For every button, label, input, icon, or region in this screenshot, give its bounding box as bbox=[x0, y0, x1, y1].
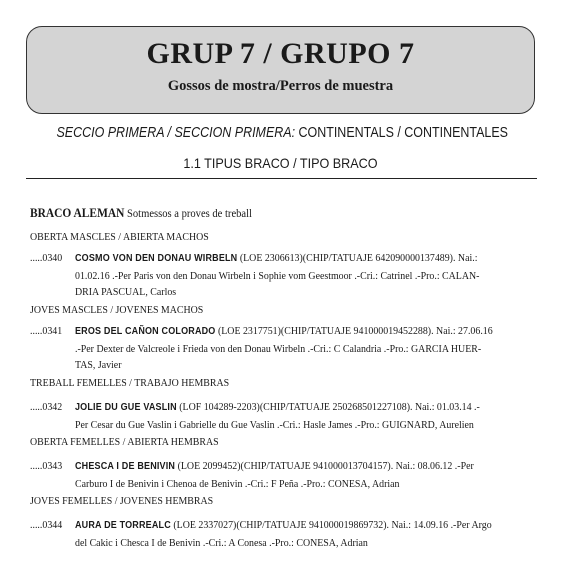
entry-line bbox=[30, 250, 514, 268]
section-heading bbox=[56, 125, 508, 141]
entry-line bbox=[30, 458, 514, 476]
dog-name: JOLIE DU GUE VASLIN bbox=[75, 402, 177, 413]
dog-name: AURA DE TORREALC bbox=[75, 520, 171, 531]
entry-line: del Cakic i Chesca I de Benivin .-Cri.: A Conesa .-Pro.: CONESA, Adrian bbox=[75, 536, 368, 549]
entry-line bbox=[30, 517, 514, 535]
catalog-entry bbox=[30, 250, 514, 301]
entry-number: .....0340 bbox=[30, 252, 63, 264]
dog-name: CHESCA I DE BENIVIN bbox=[75, 461, 176, 472]
entry-details: (LOE 2099452)(CHIP/TATUAJE 941000013704157). Nai.: 08.06.12 .-Per bbox=[177, 460, 474, 472]
catalog-entry bbox=[30, 323, 514, 374]
class-label: OBERTA FEMELLES / ABIERTA HEMBRAS bbox=[30, 436, 219, 448]
catalog-entry bbox=[30, 517, 514, 551]
entry-details: (LOE 2317751)(CHIP/TATUAJE 941000019452288). Nai.: 27.06.16 bbox=[217, 325, 493, 337]
dog-name: COSMO VON DEN DONAU WIRBELN bbox=[75, 253, 238, 264]
entry-number: .....0344 bbox=[30, 519, 63, 531]
section-heading-plain: CONTINENTALS / CONTINENTALES bbox=[298, 125, 508, 141]
entry-line: 01.02.16 .-Per Paris von den Donau Wirbeln i Sophie vom Geestmoor .-Cri.: Catrinel .-Pro.: CALAN- bbox=[75, 269, 480, 282]
entry-line: TAS, Javier bbox=[75, 359, 122, 371]
entry-line bbox=[30, 323, 514, 341]
catalog-entry bbox=[30, 458, 514, 492]
entry-line: Carburo I de Benivin i Chenoa de Benivin .-Cri.: F Peña .-Pro.: CONESA, Adrian bbox=[75, 477, 400, 490]
type-heading: 1.1 TIPUS BRACO / TIPO BRACO bbox=[183, 155, 378, 171]
class-label: TREBALL FEMELLES / TRABAJO HEMBRAS bbox=[30, 377, 230, 389]
class-label: JOVES MASCLES / JOVENES MACHOS bbox=[30, 304, 204, 316]
horizontal-rule bbox=[26, 178, 537, 179]
entry-number: .....0341 bbox=[30, 325, 63, 337]
entry-line: .-Per Dexter de Valcreole i Frieda von den Donau Wirbeln .-Cri.: C Calandria .-Pro.: GARCIA HUER- bbox=[75, 342, 482, 355]
entry-line bbox=[30, 399, 514, 417]
class-label: OBERTA MASCLES / ABIERTA MACHOS bbox=[30, 231, 209, 243]
entry-details: (LOF 104289-2203)(CHIP/TATUAJE 250268501227108). Nai.: 01.03.14 .- bbox=[179, 401, 480, 413]
entry-number: .....0342 bbox=[30, 401, 63, 413]
group-header-box bbox=[26, 26, 535, 114]
section-heading-italic: SECCIO PRIMERA / SECCION PRIMERA: bbox=[56, 125, 296, 141]
dog-name: EROS DEL CAÑON COLORADO bbox=[75, 326, 216, 337]
catalog-entry bbox=[30, 399, 514, 433]
entry-line: DRIA PASCUAL, Carlos bbox=[75, 286, 177, 298]
entry-number: .....0343 bbox=[30, 460, 63, 472]
class-label: JOVES FEMELLES / JOVENES HEMBRAS bbox=[30, 495, 214, 507]
breed-heading bbox=[30, 205, 252, 221]
entry-details: (LOE 2306613)(CHIP/TATUAJE 642090000137489). Nai.: bbox=[239, 252, 478, 264]
entry-line: Per Cesar du Gue Vaslin i Gabrielle du Gue Vaslin .-Cri.: Hasle James .-Pro.: GUIGNARD, Aurelien bbox=[75, 418, 474, 431]
entry-details: (LOE 2337027)(CHIP/TATUAJE 941000019869732). Nai.: 14.09.16 .-Per Argo bbox=[173, 519, 492, 531]
breed-note: Sotmessos a proves de treball bbox=[127, 206, 252, 220]
group-title: GRUP 7 / GRUPO 7 bbox=[146, 37, 415, 70]
group-subtitle: Gossos de mostra/Perros de muestra bbox=[167, 78, 394, 94]
breed-name: BRACO ALEMAN bbox=[30, 205, 125, 220]
